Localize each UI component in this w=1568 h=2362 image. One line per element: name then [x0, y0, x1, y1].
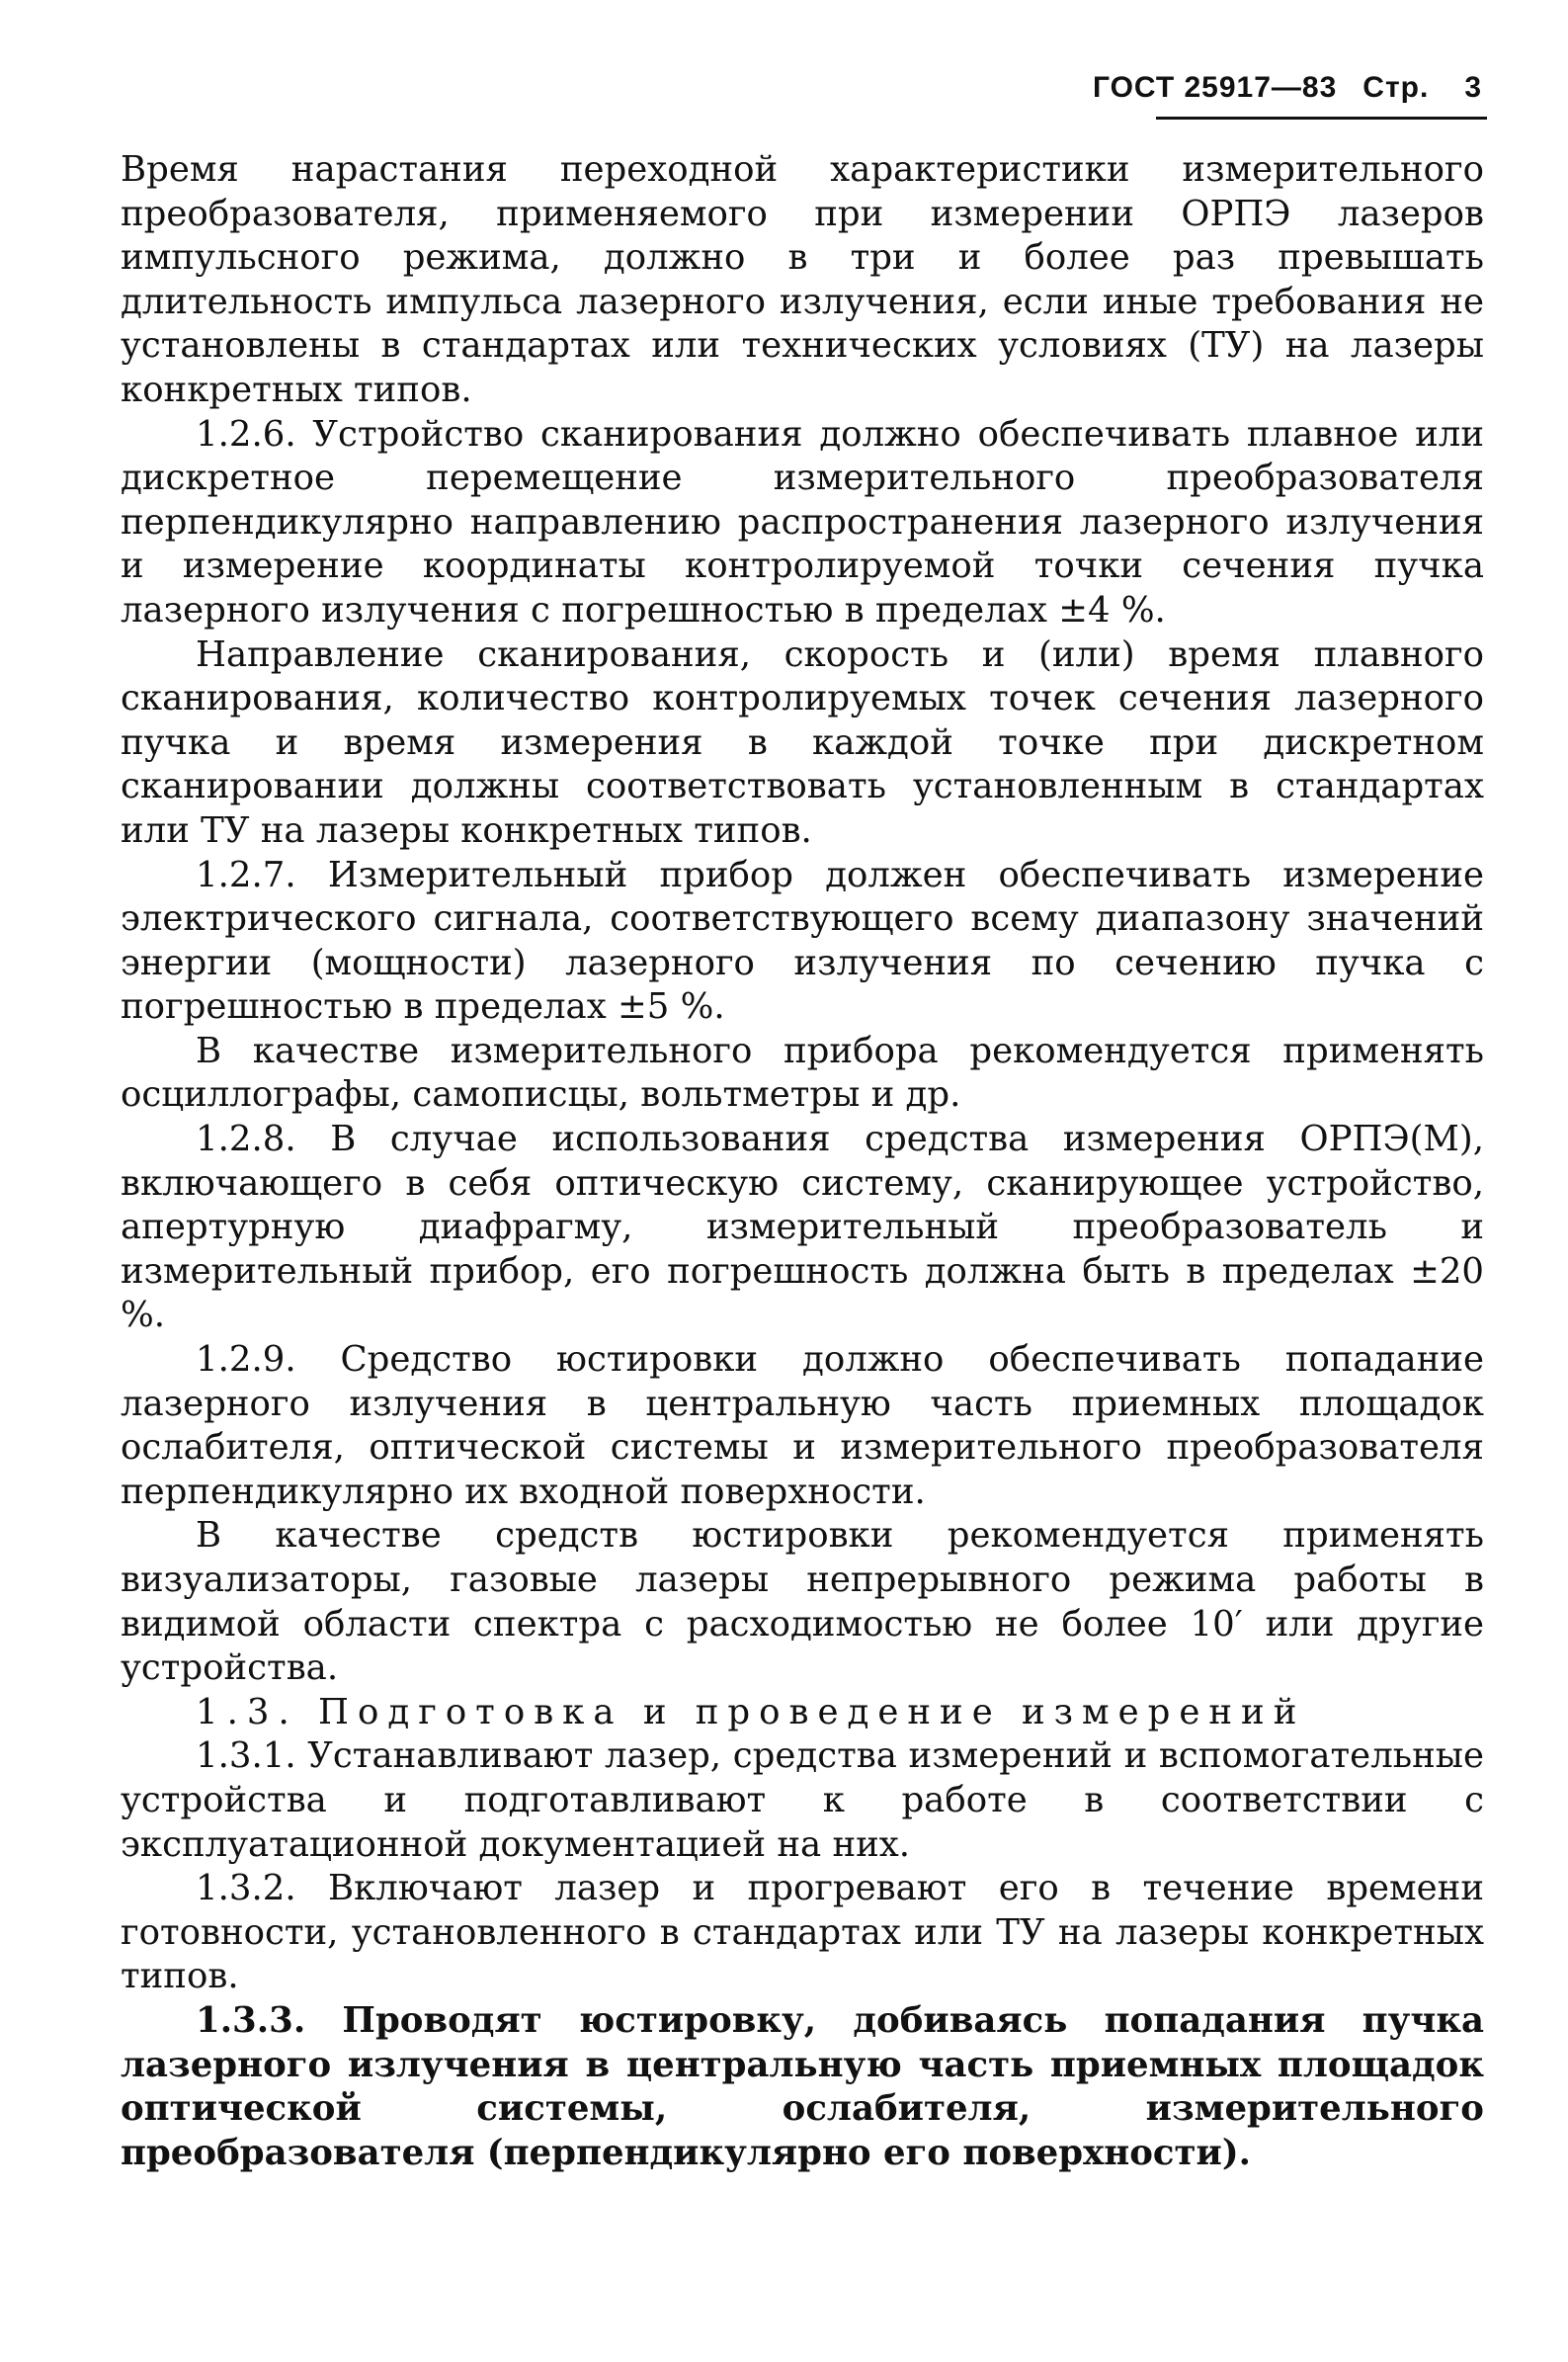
paragraph-response-time: Время нарастания переходной характеристики измерительного преобразователя, применяемого при измерении ОРПЭ лазеров импульсного режима, должно в три и более раз превышать длительность импульса лазерного излучения, если иные требования не установлены в стандартах или технических условиях (ТУ) на лазеры конкретных типов.: [121, 149, 1484, 410]
paragraph-alignment-recommendation: В качестве средств юстировки рекомендуется применять визуализаторы, газовые лазеры непрерывного режима работы в видимой области спектра с расходимостью не более 10′ или другие устройства.: [121, 1515, 1484, 1689]
paragraph-instrument-recommendation: В качестве измерительного прибора рекомендуется применять осциллографы, самописцы, вольтметры и др.: [121, 1030, 1484, 1116]
clause-1-3-3: 1.3.3. Проводят юстировку, добиваясь попадания пучка лазерного излучения в центральную часть приемных площадок оптической системы, ослабителя, измерительного преобразователя (перпендикулярно его поверхности).: [121, 1999, 1484, 2173]
clause-1-3-2: 1.3.2. Включают лазер и прогревают его в течение времени готовности, установленного в стандартах или ТУ на лазеры конкретных типов.: [121, 1868, 1484, 1997]
body-text: [121, 148, 1484, 2175]
paragraph-scanning-direction: Направление сканирования, скорость и (или) время плавного сканирования, количество контролируемых точек сечения лазерного пучка и время измерения в каждой точке при дискретном сканировании должны соответствовать установленным в стандартах или ТУ на лазеры конкретных типов.: [121, 633, 1484, 851]
header-rule: [1156, 117, 1487, 120]
clause-1-2-7: 1.2.7. Измерительный прибор должен обеспечивать измерение электрического сигнала, соответствующего всему диапазону значений энергии (мощности) лазерного излучения по сечению пучка с погрешностью в пределах ±5 %.: [121, 854, 1484, 1028]
page-number: 3: [1464, 71, 1482, 104]
clause-1-3-1: 1.3.1. Устанавливают лазер, средства измерений и вспомогательные устройства и подготавливают к работе в соответствии с эксплуатационной документацией на них.: [121, 1735, 1484, 1865]
clause-1-2-8: 1.2.8. В случае использования средства измерения ОРПЭ(М), включающего в себя оптическую систему, сканирующее устройство, апертурную диафрагму, измерительный преобразователь и измерительный прибор, его погрешность должна быть в пределах ±20 %.: [121, 1119, 1484, 1336]
standard-code: ГОСТ 25917—83: [1092, 71, 1338, 104]
clause-1-2-6: 1.2.6. Устройство сканирования должно обеспечивать плавное или дискретное перемещение измерительного преобразователя перпендикулярно направлению распространения лазерного излучения и измерение координаты контролируемой точки сечения пучка лазерного излучения с погрешностью в пределах ±4 %.: [121, 413, 1484, 631]
page-header: [1047, 71, 1482, 105]
page-label: Стр.: [1362, 71, 1430, 104]
clause-1-2-9: 1.2.9. Средство юстировки должно обеспечивать попадание лазерного излучения в центральную часть приемных площадок ослабителя, оптической системы и измерительного преобразователя перпендикулярно их входной поверхности.: [121, 1339, 1484, 1512]
section-heading-1-3: 1.3. Подготовка и проведение измерений: [196, 1691, 1306, 1732]
